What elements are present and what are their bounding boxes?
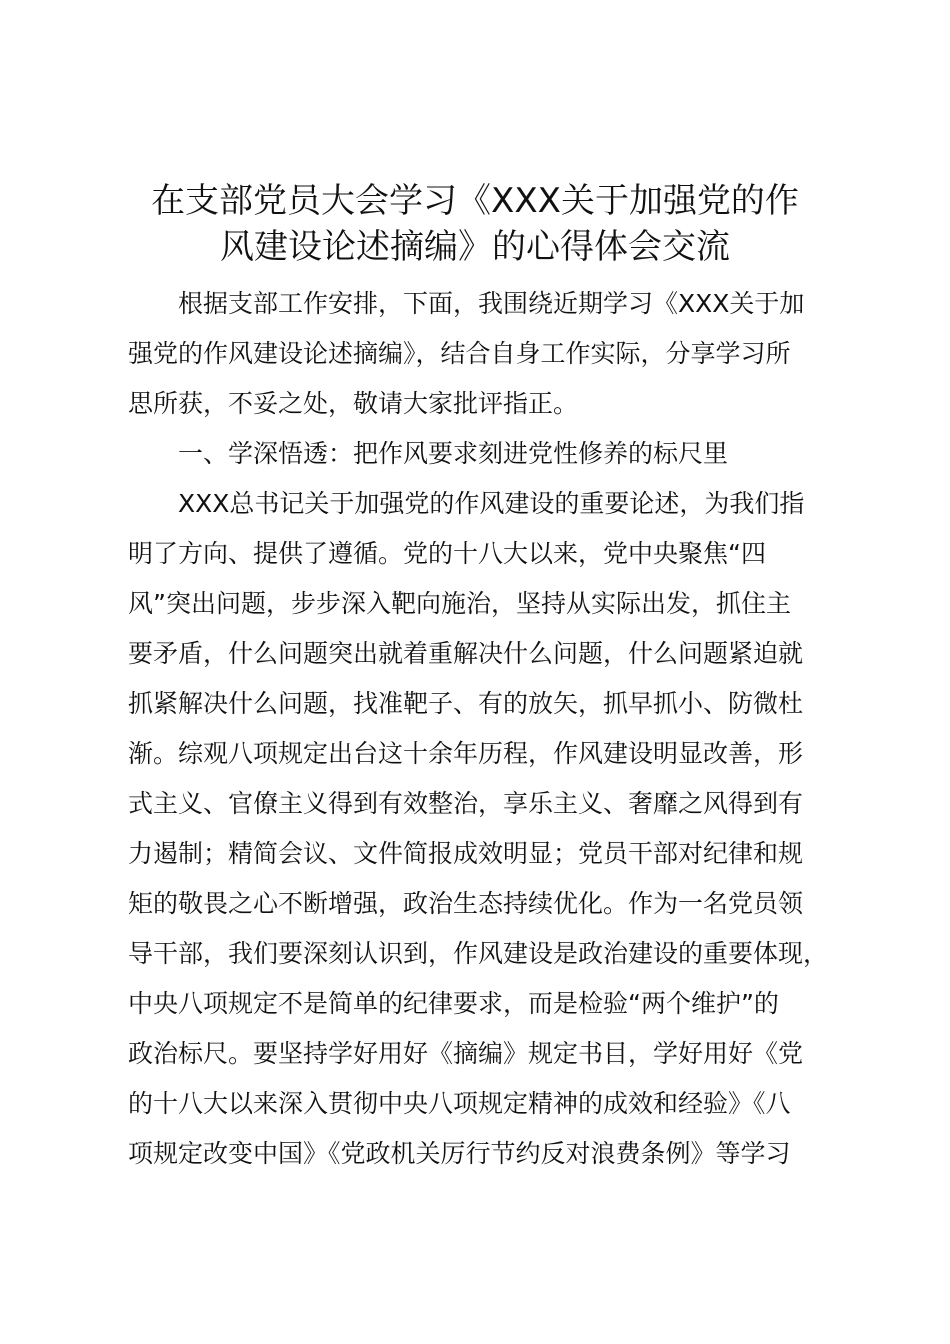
paragraph-line: 明了方向、提供了遵循。党的十八大以来，党中央聚焦“四 [128,539,766,568]
paragraph-line: 导干部，我们要深刻认识到，作风建设是政治建设的重要体现， [128,939,829,968]
paragraph-line: XXX总书记关于加强党的作风建设的重要论述，为我们指 [178,489,805,518]
paragraph-intro-line-1: 根据支部工作安排，下面，我围绕近期学习《XXX关于加 [178,289,805,318]
paragraph-line: 力遏制；精简会议、文件简报成效明显；党员干部对纪律和规 [128,839,804,868]
paragraph-line: 渐。综观八项规定出台这十余年历程，作风建设明显改善，形 [128,739,804,768]
paragraph-intro-line-2: 强党的作风建设论述摘编》，结合自身工作实际，分享学习所 [128,339,791,368]
paragraph-line: 中央八项规定不是简单的纪律要求，而是检验“两个维护”的 [128,989,779,1018]
title-line-2: 风建设论述摘编》的心得体会交流 [220,227,730,267]
paragraph-line: 要矛盾，什么问题突出就着重解决什么问题，什么问题紧迫就 [128,639,804,668]
paragraph-line: 式主义、官僚主义得到有效整治，享乐主义、奢靡之风得到有 [128,789,804,818]
section-heading-1: 一、学深悟透：把作风要求刻进党性修养的标尺里 [178,439,729,468]
paragraph-intro-line-3: 思所获，不妥之处，敬请大家批评指正。 [128,389,579,418]
document-body [128,279,838,1179]
paragraph-line: 的十八大以来深入贯彻中央八项规定精神的成效和经验》《八 [128,1089,791,1118]
paragraph-line: 抓紧解决什么问题，找准靶子、有的放矢，抓早抓小、防微杜 [128,689,804,718]
paragraph-line: 项规定改变中国》《党政机关厉行节约反对浪费条例》等学习 [128,1139,791,1168]
document-title [120,178,830,270]
title-line-1: 在支部党员大会学习《XXX关于加强党的作 [151,181,799,221]
paragraph-line: 风”突出问题，步步深入靶向施治，坚持从实际出发，抓住主 [128,589,791,618]
paragraph-line: 政治标尺。要坚持学好用好《摘编》规定书目，学好用好《党 [128,1039,804,1068]
paragraph-line: 矩的敬畏之心不断增强，政治生态持续优化。作为一名党员领 [128,889,804,918]
